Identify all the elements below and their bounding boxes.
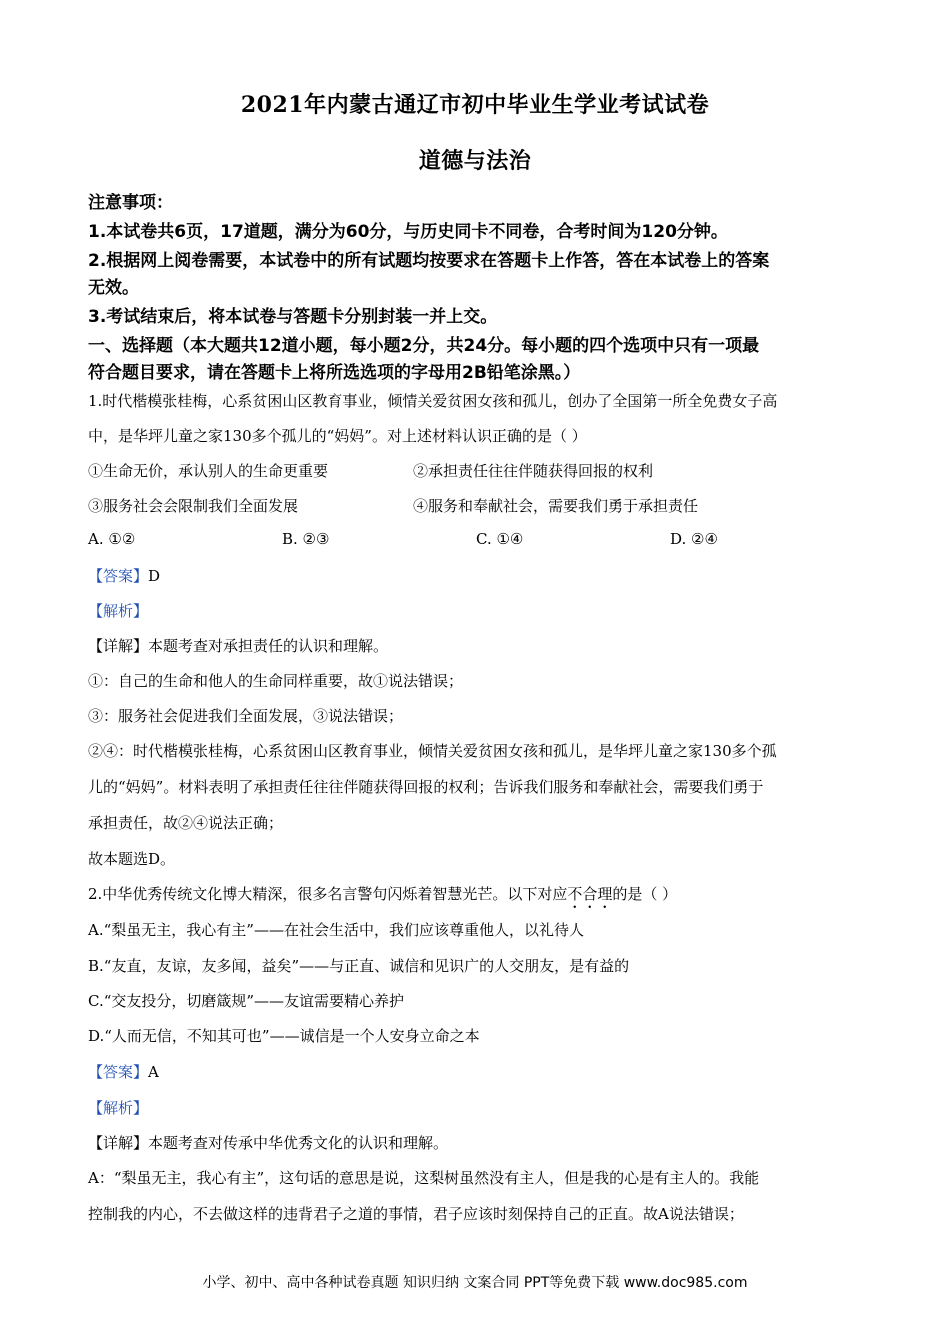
notice-item-3: 3.考试结束后，将本试卷与答题卡分别封装一并上交。 bbox=[88, 307, 498, 327]
notice-heading: 注意事项： bbox=[88, 193, 173, 213]
q2-option-a: A.“梨虽无主，我心有主”——在社会生活中，我们应该尊重他人，以礼待人 bbox=[88, 921, 584, 939]
detail-tag: 【详解】 bbox=[88, 637, 149, 655]
q2-analysis-tag: 【解析】 bbox=[88, 1099, 149, 1117]
q1-option-a: A. ①② bbox=[88, 530, 136, 548]
q1-explain-3-b: 儿的“妈妈”。材料表明了承担责任往往伴随获得回报的权利；告诉我们服务和奉献社会，需要我们勇于 bbox=[88, 778, 764, 796]
q2-stem-post: 的是（ ） bbox=[612, 885, 678, 903]
q1-explain-3-c: 承担责任，故②④说法正确； bbox=[88, 814, 284, 832]
q1-statement-2: ②承担责任往往伴随获得回报的权利 bbox=[413, 462, 654, 480]
exam-title: 2021年内蒙古通辽市初中毕业生学业考试试卷 bbox=[240, 92, 710, 118]
notice-item-1: 1.本试卷共6页，17道题，满分为60分，与历史同卡不同卷，合考时间为120分钟。 bbox=[88, 222, 728, 242]
q1-option-d: D. ②④ bbox=[670, 530, 718, 548]
q1-stem-b: 中，是华坪儿童之家130多个孤儿的“妈妈”。对上述材料认识正确的是（ ） bbox=[88, 427, 587, 445]
q2-detail-line bbox=[88, 1132, 448, 1153]
q1-option-c: C. ①④ bbox=[476, 530, 524, 548]
q2-stem-emphasis: 不合理 bbox=[567, 885, 613, 903]
notice-item-2-a: 2.根据网上阅卷需要，本试卷中的所有试题均按要求在答题卡上作答，答在本试卷上的答案 bbox=[88, 251, 770, 271]
q1-statement-4: ④服务和奉献社会，需要我们勇于承担责任 bbox=[413, 497, 699, 515]
q1-option-b: B. ②③ bbox=[282, 530, 330, 548]
q2-stem bbox=[88, 883, 677, 912]
answer-tag: 【答案】 bbox=[88, 1063, 149, 1081]
q1-answer: D bbox=[148, 567, 161, 585]
q1-statement-3: ③服务社会会限制我们全面发展 bbox=[88, 497, 299, 515]
q2-answer: A bbox=[148, 1063, 159, 1081]
q2-explain-1-a: A：“梨虽无主，我心有主”，这句话的意思是说，这梨树虽然没有主人，但是我的心是有主人的。我能 bbox=[88, 1169, 760, 1187]
q2-option-d: D.“人而无信，不知其可也”——诚信是一个人安身立命之本 bbox=[88, 1027, 480, 1045]
q1-detail: 本题考查对承担责任的认识和理解。 bbox=[148, 637, 389, 655]
detail-tag: 【详解】 bbox=[88, 1134, 149, 1152]
section-heading-a: 一、选择题（本大题共12道小题，每小题2分，共24分。每小题的四个选项中只有一项最 bbox=[88, 336, 760, 356]
section-heading-b: 符合题目要求，请在答题卡上将所选选项的字母用2B铅笔涂黑。） bbox=[88, 363, 581, 383]
answer-tag: 【答案】 bbox=[88, 567, 149, 585]
notice-item-2-b: 无效。 bbox=[88, 278, 139, 298]
subject-title: 道德与法治 bbox=[418, 148, 532, 174]
q1-answer-line bbox=[88, 565, 160, 586]
page-footer[interactable]: 小学、初中、高中各种试卷真题 知识归纳 文案合同 PPT等免费下载 www.doc985.com bbox=[202, 1275, 748, 1291]
q2-stem-pre: 2.中华优秀传统文化博大精深，很多名言警句闪烁着智慧光芒。以下对应 bbox=[88, 885, 568, 903]
q1-analysis-tag: 【解析】 bbox=[88, 602, 149, 620]
q1-stem-a: 1.时代楷模张桂梅，心系贫困山区教育事业，倾情关爱贫困女孩和孤儿，创办了全国第一所全免费女子高 bbox=[88, 392, 778, 410]
q2-option-b: B.“友直，友谅，友多闻，益矣”——与正直、诚信和见识广的人交朋友，是有益的 bbox=[88, 957, 630, 975]
q1-statement-1: ①生命无价，承认别人的生命更重要 bbox=[88, 462, 329, 480]
q1-explain-2: ③：服务社会促进我们全面发展，③说法错误； bbox=[88, 707, 404, 725]
q1-explain-3-a: ②④：时代楷模张桂梅，心系贫困山区教育事业，倾情关爱贫困女孩和孤儿，是华坪儿童之家130多个孤 bbox=[88, 742, 777, 760]
q2-detail: 本题考查对传承中华优秀文化的认识和理解。 bbox=[148, 1134, 449, 1152]
q2-option-c: C.“交友投分，切磨箴规”——友谊需要精心养护 bbox=[88, 992, 405, 1010]
q2-answer-line bbox=[88, 1061, 159, 1082]
q1-explain-4: 故本题选D。 bbox=[88, 850, 176, 868]
q2-explain-1-b: 控制我的内心，不去做这样的违背君子之道的事情，君子应该时刻保持自己的正直。故A说法错误； bbox=[88, 1205, 744, 1223]
q1-explain-1: ①：自己的生命和他人的生命同样重要，故①说法错误； bbox=[88, 672, 464, 690]
q1-detail-line bbox=[88, 635, 388, 656]
